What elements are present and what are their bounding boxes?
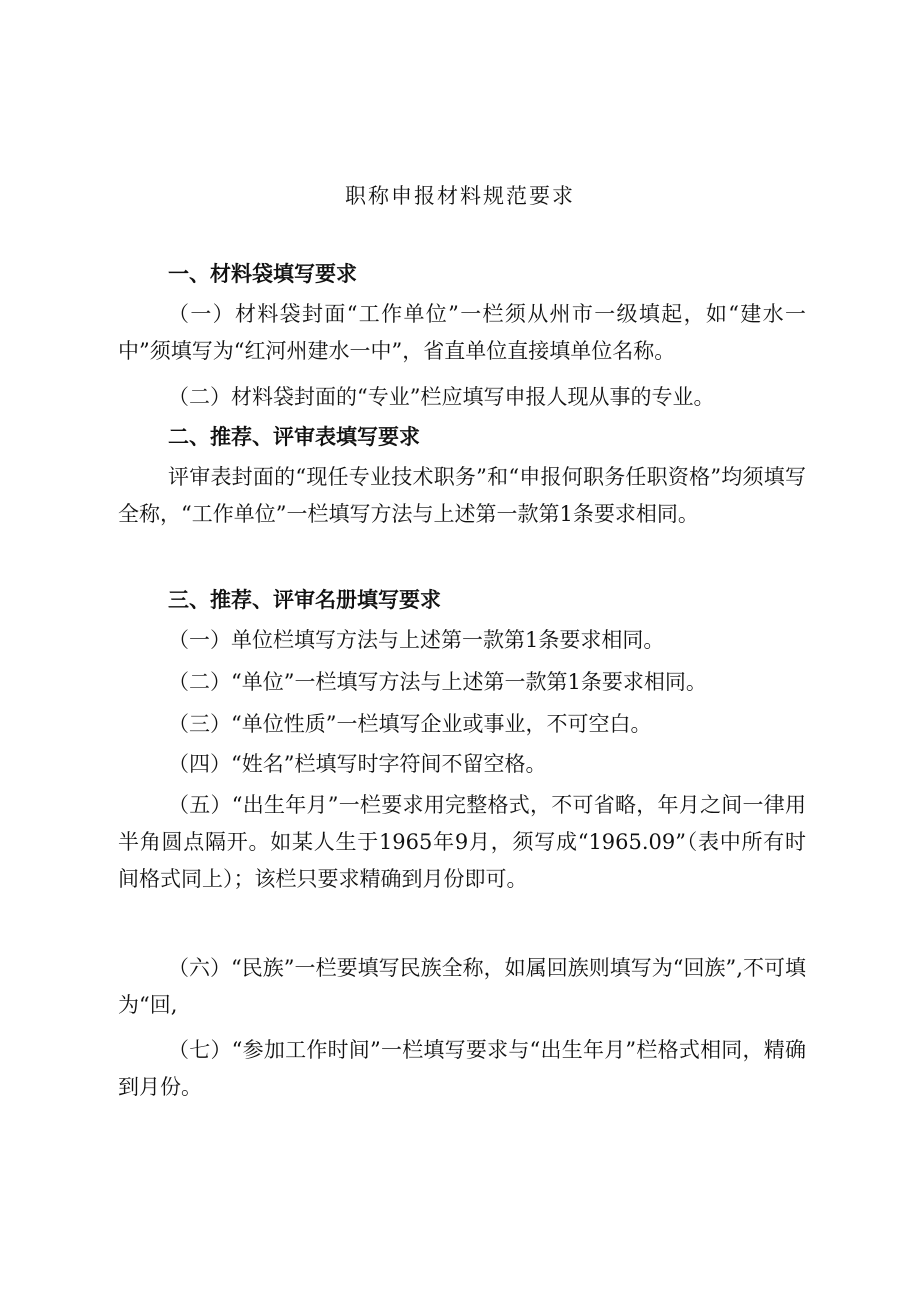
paragraph-3-4: （四）“姓名”栏填写时字符间不留空格。 (168, 752, 547, 776)
paragraph-3-5: （五）“出生年月”一栏要求用完整格式，不可省略，年月之间一律用半角圆点隔开。如某人生于1965年9月，须写成“1965.09”（表中所有时间格式同上）；该栏只要求精确到月份即可。 (118, 793, 806, 891)
paragraph-3-7: （七）“参加工作时间”一栏填写要求与“出生年月”栏格式相同，精确到月份。 (118, 1038, 806, 1099)
paragraph-1-1: （一）材料袋封面“工作单位”一栏须从州市一级填起，如“建水一中”须填写为“红河州建水一中”，省直单位直接填单位名称。 (118, 302, 806, 363)
section-heading-3: 三、推荐、评审名册填写要求 (168, 588, 441, 612)
paragraph-3-1: （一）单位栏填写方法与上述第一款第1条要求相同。 (168, 628, 665, 652)
section-heading-2: 二、推荐、评审表填写要求 (168, 425, 420, 449)
paragraph-2-1: 评审表封面的“现任专业技术职务”和“申报何职务任职资格”均须填写全称，“工作单位”一栏填写方法与上述第一款第1条要求相同。 (118, 465, 806, 526)
document-title: 职称申报材料规范要求 (345, 184, 575, 208)
section-heading-1: 一、材料袋填写要求 (168, 262, 357, 286)
paragraph-3-3: （三）“单位性质”一栏填写企业或事业，不可空白。 (168, 712, 652, 736)
paragraph-3-2: （二）“单位”一栏填写方法与上述第一款第1条要求相同。 (168, 670, 707, 694)
paragraph-3-6: （六）“民族”一栏要填写民族全称，如属回族则填写为“回族”,不可填为“回, (118, 956, 806, 1017)
paragraph-1-2: （二）材料袋封面的“专业”栏应填写申报人现从事的专业。 (168, 385, 715, 409)
